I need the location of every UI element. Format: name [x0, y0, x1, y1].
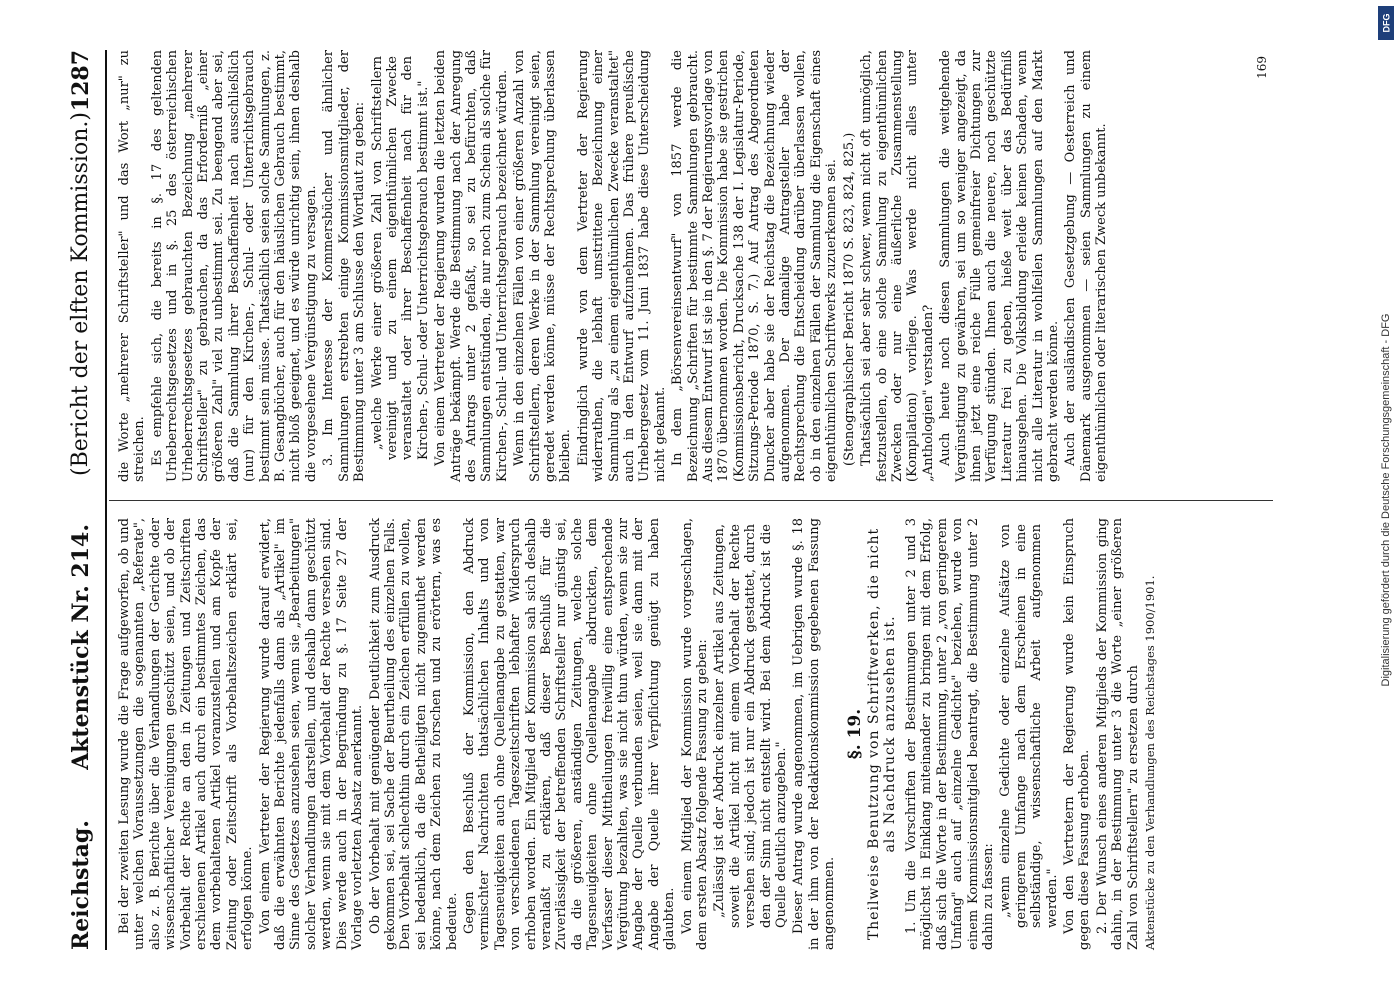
- quoted-amendment: „Zulässig ist der Abdruck einzelner Artikel aus Zeitungen, soweit die Artikel nicht mit einem Vorbehalt der Rechte versehen sind; jedoch ist nur ein Abdruck gestattet, durch den der Sinn nicht entstellt wird. Bei dem Abdruck ist die Quelle deutlich anzugeben.": [712, 524, 790, 928]
- citation: (Stenographischer Bericht 1870 S. 823, 824, 825.): [841, 132, 857, 466]
- quoted-amendment: „welche Werke einer größeren Zahl von Schriftstellern vereinigt und zu einem eigenthümlichen Zwecke veranstaltet oder ihrer Beschaffenheit nach für den Kirchen-, Schul- oder Unterrichtsgebrauch bestimmt ist.": [369, 56, 431, 460]
- paragraph: die Worte „mehrerer Schriftsteller" und das Wort „nur" zu streichen.: [117, 50, 148, 482]
- page-number: 1287: [68, 50, 94, 112]
- page-footer: Aktenstücke zu den Verhandlungen des Reichstages 1900/1901.: [1143, 575, 1157, 950]
- dfg-logo-icon: DFG: [1378, 6, 1394, 40]
- header-document-number: Aktenstück Nr. 214.: [68, 524, 94, 770]
- signature-mark: 169: [1255, 56, 1269, 79]
- paragraph: Ob der Vorbehalt mit genügender Deutlichkeit zum Ausdruck gekommen sei, sei Sache der Beurtheilung des einzelnen Falls. Den Vorbehalt schlechthin durch ein Zeichen erfüllen zu wollen, sei bedenklich, da die Betheiligten nicht zugemuthet werden könne, nach dem Zeichen zu forschen und zu erörtern, was es bedeute.: [367, 518, 460, 950]
- digitization-credit-text: Digitalisierung gefördert durch die Deutsche Forschungsgemeinschaft - DFG: [1380, 313, 1392, 687]
- paragraph: Von den Vertretern der Regierung wurde kein Einspruch gegen diese Fassung erhoben.: [1061, 518, 1093, 950]
- paragraph: 3. Im Interesse der Kommersbücher und ähnlicher Sammlungen erstrebten einige Kommissionsmitglieder, der Bestimmung unter 3 am Schlusse den Wortlaut zu geben:: [321, 50, 368, 482]
- paragraph: Von einem Vertreter der Regierung wurde darauf erwidert, daß die erwähnten Berichte jedenfalls dann als „Artikel" im Sinne des Gesetzes anzusehen seien, wenn sie „Bearbeitungen" solcher Verhandlungen darstellen, und deshalb dann geschützt werden, wenn sie mit dem Vorbehalt der Rechte versehen sind. Dies werde auch in der Begründung zu §. 17 Seite 27 der Vorlage vorletzten Absatz anerkannt.: [257, 518, 366, 950]
- paragraph: 2. Der Wunsch eines anderen Mitglieds der Kommission ging dahin, in der Bestimmung unter 3 die Worte „einer größeren Zahl von Schriftstellern" zu ersetzen durch: [1094, 518, 1141, 950]
- paragraph: Thatsächlich sei aber sehr schwer, wenn nicht oft unmöglich, festzustellen, ob eine solche Sammlung zu eigenthümlichen Zwecken oder nur eine äußerliche Zusammenstellung (Kompilation) vorliege. Was werde nicht alles unter „Anthologien" verstanden?: [859, 50, 936, 482]
- paragraph: Es empfehle sich, die bereits in §. 17 des geltenden Urheberrechtsgesetzes und in §. 25 des österreichischen Urheberrechtsgesetzes gebrauchten Bezeichnung „mehrerer Schriftsteller" zu gebrauchen, da das Erforderniß „einer größeren Zahl" viel zu unbestimmt sei. Zu beengend aber sei, daß die Sammlung ihrer Beschaffenheit nach ausschließlich (nur) für den Kirchen-, Schul- oder Unterrichtsgebrauch bestimmt sein müsse. Thatsächlich seien solche Sammlungen, z. B. Gesangbücher, auch für den häuslichen Gebrauch bestimmt, nicht bloß geeignet, und es würde unrichtig sein, ihnen deshalb die vorgesehene Vergünstigung zu versagen.: [149, 50, 319, 482]
- paragraph: In dem „Börsenvereinsentwurf" von 1857 werde die Bezeichnung „Schriften für bestimmte Sammlungen gebraucht. Aus diesem Entwurf ist sie in den §. 7 der Regierungsvorlage von 1870 übernommen worden. Die Kommission habe sie gestrichen (Kommissionsbericht, Drucksache 138 der I. Legislatur-Periode, Sitzungs-Periode 1870, S. 7.) Auf Antrag des Abgeordneten Duncker aber habe sie der Reichstag die Bezeichnung wieder aufgenommen. Der damalige Antragsteller habe der Rechtsprechung die Entscheidung darüber überlassen wollen, ob in den einzelnen Fällen der Sammlung die Eigenschaft eines eigenthümlichen Schriftwerks zuzuerkennen sei.: [670, 50, 840, 482]
- quoted-amendment: „wenn einzelne Gedichte oder einzelne Aufsätze von geringerem Umfange nach dem Erscheinen in eine selbständige, wissenschaftliche Arbeit aufgenommen werden.": [998, 524, 1060, 928]
- document-page: [43, 20, 1353, 980]
- paragraph: Auch heute noch diesen Sammlungen die weitgehende Vergünstigung zu gewähren, sei um so weniger angezeigt, da ihnen jetzt eine reiche Fülle gemeinfreier Dichtungen zur Verfügung stünden. Ihnen auch die neuere, noch geschützte Literatur frei zu geben, hieße weit über das Bedürfniß hinausgehen. Die Volksbildung erleide keinen Schaden, wenn nicht alle Literatur in wohlfeilen Sammlungen auf den Markt gebracht werden könne.: [938, 50, 1061, 482]
- paragraph: Auch der ausländischen Gesetzgebung — Oesterreich und Dänemark ausgenommen — seien Sammlungen zu einem eigenthümlichen oder literarischen Zweck unbekannt.: [1063, 50, 1110, 482]
- paragraph: Wenn in den einzelnen Fällen von einer größeren Anzahl von Schriftstellern, deren Werke in der Sammlung vereinigt seien, geredet werden könne, müsse der Rechtsprechung überlassen bleiben.: [512, 50, 574, 482]
- paragraph: 1. Um die Vorschriften der Bestimmungen unter 2 und 3 möglichst in Einklang miteinander zu bringen mit dem Erfolg, daß sich die Worte in der Bestimmung, unter 2 „von geringerem Umfang" auch auf „einzelne Gedichte" beziehen, wurde von einem Kommissionsmitglied beantragt, die Bestimmung unter 2 dahin zu fassen:: [903, 518, 996, 950]
- section-title: §. 19.: [844, 708, 865, 760]
- paragraph: Von einem Mitglied der Kommission wurde vorgeschlagen, dem ersten Absatz folgende Fassung zu geben:: [679, 518, 711, 950]
- right-column: [117, 50, 1112, 482]
- paragraph: Bei der zweiten Lesung wurde die Frage aufgeworfen, ob und unter welchen Voraussetzungen die sogenannten „Referate", also z. B. Berichte über die Verhandlungen der Gerichte oder wissenschaftlicher Vereinigungen geschützt seien, und ob der Vorbehalt der Rechte an den in Zeitungen und Zeitschriften erschienenen Artikel auch durch ein bestimmtes Zeichen, das dem vorbehaltenen Artikel voranzustellen und am Kopfe der Zeitung oder Zeitschrift als Vorbehaltszeichen erklärt sei, erfolgen könne.: [117, 518, 256, 950]
- paragraph: Von einem Vertreter der Regierung wurden die letzten beiden Anträge bekämpft. Werde die Bestimmung nach der Anregung des Antrags unter 2 gefaßt, so sei zu befürchten, daß Sammlungen entstünden, die nur noch zum Schein als solche für Kirchen-, Schul- und Unterrichtsgebrauch bezeichnet würden.: [433, 50, 510, 482]
- header-right-title: (Bericht der elften Kommission.): [68, 112, 93, 476]
- paragraph: Eindringlich wurde von dem Vertreter der Regierung widerrathen, die lebhaft umstrittene Bezeichnung einer Sammlung als „zu einem eigenthümlichen Zwecke veranstaltet" auch in den Entwurf aufzunehmen. Das frühere preußische Urhebergesetz vom 11. Juni 1837 habe diese Unterscheidung nicht gekannt.: [575, 50, 668, 482]
- left-column: [117, 518, 1160, 950]
- digitization-credit-sidebar: [1375, 0, 1397, 1000]
- paragraph: Dieser Antrag wurde angenommen, im Uebrigen wurde §. 18 in der ihm von der Redaktionskommission gegebenen Fassung angenommen.: [791, 518, 838, 950]
- header-left-title: Reichstag.: [68, 820, 94, 950]
- column-divider: [109, 500, 1273, 501]
- section-subtitle: Theilweise Benutzung von Schriftwerken, die nicht als Nachdruck anzusehen ist.: [866, 527, 898, 941]
- page-header: [61, 50, 101, 950]
- paragraph: Gegen den Beschluß der Kommission, den Abdruck vermischter Nachrichten thatsächlichen Inhalts und von Tagesneuigkeiten auch ohne Quellenangabe zu gestatten, war von verschiedenen Tageszeitschriften lebhafter Widerspruch erhoben worden. Ein Mitglied der Kommission sah sich deshalb veranlaßt zu erklären, daß dieser Beschluß für die Zuverlässigkeit der betreffenden Schriftsteller nur günstig sei, da die größeren, anständigen Zeitungen, welche solche Tagesneuigkeiten ohne Quellenangabe abdruckten, dem Verfasser dieser Mittheilungen freiwillig eine entsprechende Vergütung bezahlten, was sie nicht thun würden, wenn sie zur Angabe der Quelle verbunden seien, weil sie dann mit der Angabe der Quelle ihrer Verpflichtung genügt zu haben glaubten.: [461, 518, 678, 950]
- header-rule: [105, 50, 107, 950]
